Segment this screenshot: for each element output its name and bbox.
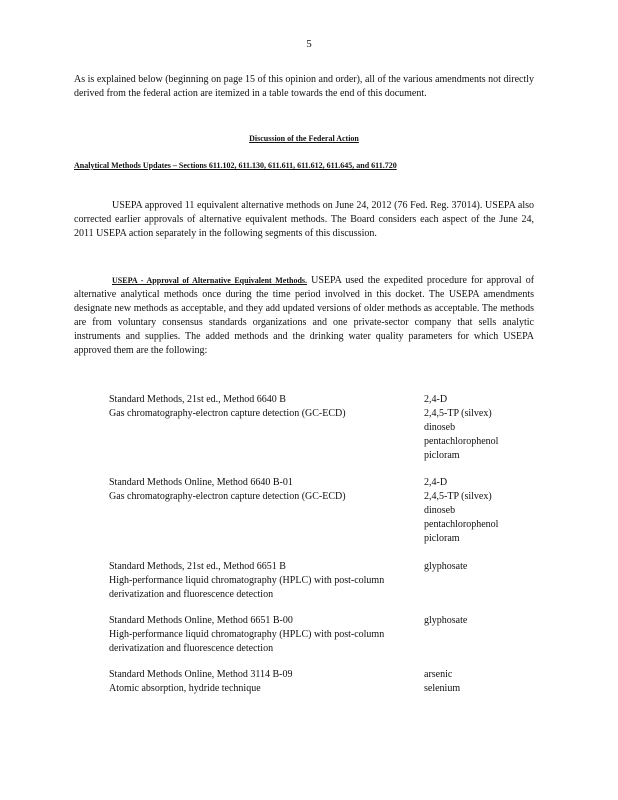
method-description [109,614,409,656]
section-heading [74,133,534,145]
method-parameters [424,614,544,628]
paragraph-usepa-approved: USEPA approved 11 equivalent alternative methods on June 24, 2012 (76 Fed. Reg. 37014). USEPA also corrected earlier approvals of alternative equivalent methods. The Board considers each aspect of the June 24, 2011 USEPA action separately in the following segments of this discussion. [74,200,534,239]
parameter: 2,4,5-TP (silvex) [424,408,492,419]
parameter: selenium [424,683,461,694]
subsection-heading [74,160,534,172]
method-entry [109,614,549,656]
paragraph-inline-heading: USEPA - Approval of Alternative Equivalent Methods. [112,276,308,285]
method-technique: High-performance liquid chromatography (HPLC) with post-column derivatization and fluorescence detection [109,629,385,654]
parameter: 2,4-D [424,394,448,405]
method-description [109,560,409,602]
method-parameters [424,476,544,546]
method-technique: Gas chromatography-electron capture detection (GC-ECD) [109,408,346,419]
method-entry [109,668,549,696]
method-technique: Atomic absorption, hydride technique [109,683,261,694]
method-entry [109,476,549,544]
method-description [109,393,409,421]
parameter: 2,4-D [424,477,448,488]
subsection-heading-text: Analytical Methods Updates – Sections 611.102, 611.130, 611.611, 611.612, 611.645, and 611.720 [74,161,397,170]
parameter: pentachlorophenol [424,436,499,447]
method-description [109,668,409,696]
parameter: picloram [424,533,460,544]
paragraph-alternative-methods [74,274,534,358]
method-entry [109,560,549,602]
parameter: pentachlorophenol [424,519,499,530]
method-name: Standard Methods Online, Method 3114 B-09 [109,669,293,680]
intro-paragraph: As is explained below (beginning on page 15 of this opinion and order), all of the various amendments not directly derived from the federal action are itemized in a table towards the end of this document. [74,74,534,99]
parameter: arsenic [424,669,453,680]
method-name: Standard Methods, 21st ed., Method 6640 B [109,394,286,405]
method-technique: Gas chromatography-electron capture detection (GC-ECD) [109,491,346,502]
method-name: Standard Methods Online, Method 6640 B-01 [109,477,293,488]
method-parameters [424,668,544,696]
method-description [109,476,409,504]
method-technique: High-performance liquid chromatography (HPLC) with post-column derivatization and fluorescence detection [109,575,385,600]
parameter: dinoseb [424,505,456,516]
parameter: picloram [424,450,460,461]
parameter: glyphosate [424,561,468,572]
parameter: dinoseb [424,422,456,433]
method-name: Standard Methods, 21st ed., Method 6651 B [109,561,286,572]
page-number: 5 [306,38,312,50]
section-heading-text: Discussion of the Federal Action [249,134,359,143]
method-parameters [424,393,544,463]
method-parameters [424,560,544,574]
parameter: 2,4,5-TP (silvex) [424,491,492,502]
parameter: glyphosate [424,615,468,626]
method-entry [109,393,549,461]
method-name: Standard Methods Online, Method 6651 B-00 [109,615,293,626]
paragraph-body: USEPA used the expedited procedure for approval of alternative analytical methods once during the time period involved in this docket. The USEPA amendments designate new methods as acceptable, and they add updated versions of older methods as acceptable. The methods are from voluntary consensus standards organizations and one private-sector company that sells analytic instruments and supplies. The added methods and the drinking water quality parameters for which USEPA approved them are the following: [74,275,535,356]
